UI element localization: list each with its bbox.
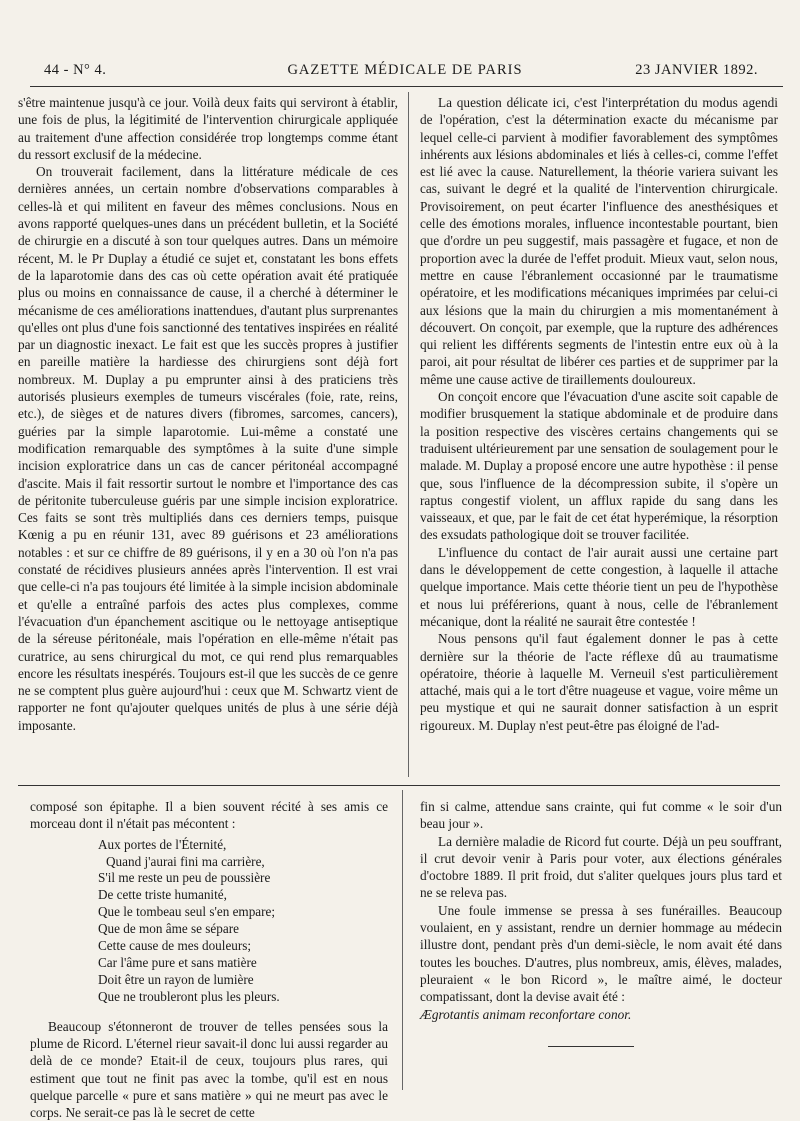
- poem-line: Quand j'aurai fini ma carrière,: [106, 853, 265, 869]
- column-top-right: [420, 94, 778, 734]
- motto: Ægrotantis animam reconfortare conor.: [420, 1006, 632, 1022]
- poem-line: Que ne troubleront plus les pleurs.: [98, 988, 280, 1004]
- column-bottom-left: [30, 798, 388, 1121]
- poem-line: Cette cause de mes douleurs;: [98, 938, 252, 954]
- header-rule: [30, 86, 783, 87]
- journal-title: GAZETTE MÉDICALE DE PARIS: [287, 62, 523, 78]
- column-divider: [408, 92, 409, 777]
- page-number: 44 - N° 4.: [44, 62, 107, 78]
- paragraph: Une foule immense se pressa à ses funérailles. Beaucoup voulaient, en y assistant, rendre un dernier hommage au médecin illustre dont, pendant près d'un demi-siècle, le nom avait été dans toutes les bouches. D'autres, plus nombreux, amis, élèves, malades, pleuraient « le bon Ricord », le maître aimé, le docteur compatissant, dont la devise avait été :: [420, 902, 782, 1005]
- poem-line: Aux portes de l'Éternité,: [98, 836, 227, 852]
- issue-date: 23 JANVIER 1892.: [635, 62, 758, 78]
- poem-line: Que de mon âme se sépare: [98, 921, 239, 937]
- paragraph: On conçoit encore que l'évacuation d'une ascite soit capable de modifier brusquement la statique abdominale et de produire dans la position respective des viscères certains changements qui se traduisent ultérieurement par une sensation de soulagement pour le malade. M. Duplay a proposé encore une autre hypothèse : il pense que, sous l'influence de la décompression subite, il s'opère un raptus congestif violent, un afflux rapide du sang dans les vaisseaux, et que, par le fait de cet état hyperémique, la résorption des exsudats pathologique doit se trouver facilitée.: [420, 389, 778, 543]
- poem-line: Doit être un rayon de lumière: [98, 971, 254, 987]
- paragraph: fin si calme, attendue sans crainte, qui fut comme « le soir d'un beau jour ».: [420, 799, 782, 832]
- paragraph: composé son épitaphe. Il a bien souvent récité à ses amis ce morceau dont il n'était pas mécontent :: [30, 799, 388, 832]
- paragraph: Nous pensons qu'il faut également donner le pas à cette dernière sur la théorie de l'acte réflexe dû au traumatisme opératoire, théorie à laquelle M. Verneuil s'est particulièrement attaché, mais qui a le tort d'être nuageuse et vague, voire même un peu mystique et qui ne saurait donner satisfaction à un esprit rigoureux. M. Duplay n'est peut-être pas éloigné de l'ad-: [420, 631, 778, 733]
- poem-line: Que le tombeau seul s'en empare;: [98, 904, 276, 920]
- paragraph: s'être maintenue jusqu'à ce jour. Voilà deux faits qui serviront à établir, une fois de plus, la légitimité de l'intervention chirurgicale appliquée au traitement d'une affection considérée trop longtemps comme étant du ressort exclusif de la médecine.: [18, 95, 398, 162]
- paragraph: Beaucoup s'étonneront de trouver de telles pensées sous la plume de Ricord. L'éternel rieur savait-il donc lui aussi regarder au delà de ce monde? Etait-il de ceux, toujours plus rares, qui estiment que tout ne finit pas avec la tombe, qu'il est en nous quelque parcelle « pure et sans matière » qui ne meurt pas avec le corps. Ne serait-ce pas là le secret de cette: [30, 1018, 388, 1121]
- column-top-left: [18, 94, 398, 734]
- paragraph: La dernière maladie de Ricord fut courte. Déjà un peu souffrant, il crut devoir venir à Paris pour voter, aux élections générales d'octobre 1889. Il prit froid, dut s'aliter quelques jours plus tard et ne se releva pas.: [420, 833, 782, 901]
- paragraph: On trouverait facilement, dans la littérature médicale de ces dernières années, un certain nombre d'observations comparables à celles-là et qui militent en faveur des mêmes conclusions. Nous en avons rapporté quelques-unes dans un précédent bulletin, et la Société de chirurgie en a discuté à son tour quelques autres. Dans un mémoire récent, M. le Pr Duplay a étudié ce sujet et, constatant les bons effets de la laparotomie dans des cas où cette opération avait été pratiquée plus ou moins en connaissance de cause, il a cherché à déterminer le mécanisme de ces améliorations inattendues, d'autant plus surprenantes qu'elles ont plus d'une fois sanctionné des tentatives inspirées en réalité par un diagnostic inexact. Le fait est que les succès propres à justifier en pareille matière la hardiesse des chirurgiens sont déjà fort nombreux. M. Duplay a pu emprunter ainsi à des praticiens très autorisés plusieurs exemples de tumeurs viscérales (foie, rate, reins, etc.), de sièges et de natures divers (fibromes, sarcomes, cancers), guéries par la simple laparotomie. Lui-même a constaté une modification remarquable des symptômes à la suite d'une simple incision exploratrice dans un cas de cancer péritonéal accompagné d'ascite. Mais il fait ressortir surtout le nombre et l'importance des cas de péritonite tuberculeuse guéris par une simple incision exploratrice. Ces faits se sont très multipliés dans ces derniers temps, puisque Kœnig a pu en réunir 131, avec 89 guérisons et 23 améliorations notables : et sur ce chiffre de 89 guérisons, il y en a 30 où l'on n'a pas constaté de récidives plusieurs années après l'intervention. Il est vrai que celle-ci n'a pas toujours été limitée à la simple incision abdominale et qu'elle a entraîné parfois des actes plus complexes, comme l'évacuation d'un épanchement ascitique ou le nettoyage antiseptique de la séreuse péritonéale, mais l'opération en elle-même n'était pas curatrice, au sens chirurgical du mot, ce qui rend plus remarquables encore les résultats inespérés. Toujours est-il que les succès de ce genre ne se comptent plus guère aujourd'hui : ceux que M. Schwartz vient de rapporter ne font qu'ajouter quelques unités de plus à une série déjà imposante.: [18, 164, 398, 733]
- poem-line: S'il me reste un peu de poussière: [98, 870, 271, 886]
- poem-line: Car l'âme pure et sans matière: [98, 954, 257, 970]
- column-bottom-right: [420, 798, 782, 1023]
- page-header: [44, 62, 766, 84]
- epitaph-poem: [98, 837, 388, 1006]
- end-rule: [548, 1046, 634, 1047]
- column-divider: [402, 790, 403, 1090]
- paragraph: La question délicate ici, c'est l'interprétation du modus agendi de l'opération, c'est la détermination exacte du mécanisme par lequel celle-ci parvient à modifier favorablement des symptômes inhérents aux lésions abdominales et liés à celles-ci, comme l'effet est lié avec la cause. Naturellement, la théorie variera suivant les cas, suivant le degré et la qualité de l'intervention chirurgicale. Provisoirement, on peut écarter l'influence des anesthésiques et celle des émotions morales, influence incontestable pourtant, bien que d'ordre un peu suggestif, mais passagère et fugace, et non de proportion avec la durée de l'effet produit. Mieux vaut, selon nous, mettre en cause l'ébranlement occasionné par le traumatisme opératoire, et les modifications mécaniques imprimées par celui-ci aux lésions que la main du chirurgien a mis momentanément à découvert. On conçoit, par exemple, que la rupture des adhérences qui relient les différents segments de l'intestin entre eux où à la paroi, ait pour résultat de libérer ces parties et de supprimer par la même une cause active de tiraillements douloureux.: [420, 95, 778, 387]
- paragraph: L'influence du contact de l'air aurait aussi une certaine part dans le développement de cette congestion, à laquelle il attache quelque importance. Mais cette théorie tient un peu de l'hypothèse et nous lui préférerions, quant à nous, celle de l'ébranlement mécanique, dont la réalité ne saurait être contestée !: [420, 544, 778, 629]
- poem-line: De cette triste humanité,: [98, 887, 227, 903]
- section-rule: [18, 785, 780, 786]
